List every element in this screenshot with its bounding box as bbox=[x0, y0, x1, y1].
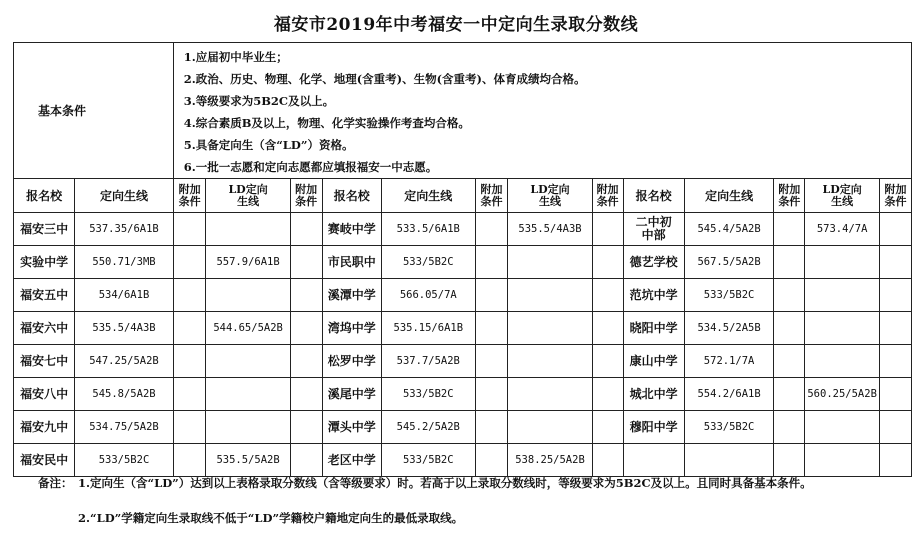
basic-condition-item: 6.一批一志愿和定向志愿都应填报福安一中志愿。 bbox=[183, 160, 438, 174]
extra-condition bbox=[592, 378, 623, 411]
table-row bbox=[14, 279, 912, 312]
extra-condition bbox=[290, 312, 322, 345]
ld-directed-score bbox=[508, 411, 592, 444]
school-name: 范坑中学 bbox=[623, 279, 684, 312]
extra-condition bbox=[290, 345, 322, 378]
extra-condition bbox=[173, 213, 206, 246]
ld-directed-score bbox=[805, 279, 880, 312]
header-extra bbox=[475, 179, 508, 213]
header-extra bbox=[592, 179, 623, 213]
ld-directed-score: 573.4/7A bbox=[805, 213, 880, 246]
directed-score: 535.15/6A1B bbox=[381, 312, 475, 345]
header-ld-score-text: 生线 bbox=[831, 194, 854, 208]
ld-directed-score: 557.9/6A1B bbox=[206, 246, 290, 279]
basic-condition-item: 4.综合素质B及以上，物理、化学实验操作考查均合格。 bbox=[183, 116, 470, 130]
extra-condition bbox=[774, 411, 805, 444]
extra-condition bbox=[475, 246, 508, 279]
directed-score: 566.05/7A bbox=[381, 279, 475, 312]
extra-condition bbox=[290, 279, 322, 312]
ld-directed-score bbox=[508, 345, 592, 378]
extra-condition bbox=[880, 378, 912, 411]
ld-directed-score: 538.25/5A2B bbox=[508, 444, 592, 477]
header-extra-text: 附加 bbox=[596, 182, 619, 196]
directed-score: 533/5B2C bbox=[75, 444, 173, 477]
school-name: 赛岐中学 bbox=[322, 213, 381, 246]
directed-score: 533.5/6A1B bbox=[381, 213, 475, 246]
extra-condition bbox=[475, 411, 508, 444]
extra-condition bbox=[774, 246, 805, 279]
header-score bbox=[684, 179, 774, 213]
school-name: 晓阳中学 bbox=[623, 312, 684, 345]
school-name bbox=[623, 444, 684, 477]
directed-score bbox=[684, 444, 774, 477]
extra-condition bbox=[774, 444, 805, 477]
ld-directed-score bbox=[206, 345, 290, 378]
extra-condition bbox=[774, 378, 805, 411]
school-name: 福安六中 bbox=[14, 312, 75, 345]
extra-condition bbox=[290, 378, 322, 411]
school-name: 潭头中学 bbox=[322, 411, 381, 444]
header-ld-score bbox=[805, 179, 880, 213]
extra-condition bbox=[475, 312, 508, 345]
school-name: 老区中学 bbox=[322, 444, 381, 477]
header-extra bbox=[880, 179, 912, 213]
header-school bbox=[623, 179, 684, 213]
header-ld-score-text: 生线 bbox=[237, 194, 260, 208]
directed-score: 535.5/4A3B bbox=[75, 312, 173, 345]
school-name: 二中初中部 bbox=[623, 213, 684, 246]
ld-directed-score bbox=[206, 213, 290, 246]
school-name: 福安九中 bbox=[14, 411, 75, 444]
extra-condition bbox=[880, 246, 912, 279]
header-extra-text: 附加 bbox=[778, 182, 801, 196]
directed-score: 537.35/6A1B bbox=[75, 213, 173, 246]
directed-score: 545.8/5A2B bbox=[75, 378, 173, 411]
extra-condition bbox=[774, 279, 805, 312]
header-ld-score-text: LD定向 bbox=[228, 182, 268, 196]
directed-score: 547.25/5A2B bbox=[75, 345, 173, 378]
header-school-text: 报名校 bbox=[635, 188, 672, 203]
extra-condition bbox=[880, 444, 912, 477]
ld-directed-score: 535.5/4A3B bbox=[508, 213, 592, 246]
extra-condition bbox=[592, 246, 623, 279]
ld-directed-score bbox=[508, 246, 592, 279]
basic-condition-item: 1.应届初中毕业生； bbox=[183, 50, 288, 64]
school-name: 城北中学 bbox=[623, 378, 684, 411]
school-name: 康山中学 bbox=[623, 345, 684, 378]
extra-condition bbox=[880, 279, 912, 312]
ld-directed-score bbox=[206, 378, 290, 411]
table-row bbox=[14, 444, 912, 477]
header-extra-text: 附加 bbox=[884, 182, 907, 196]
table-row bbox=[14, 378, 912, 411]
extra-condition bbox=[880, 312, 912, 345]
extra-condition bbox=[475, 444, 508, 477]
ld-directed-score: 535.5/5A2B bbox=[206, 444, 290, 477]
ld-directed-score bbox=[805, 312, 880, 345]
notes-label: 备注： bbox=[38, 476, 73, 490]
header-extra bbox=[290, 179, 322, 213]
directed-score: 550.71/3MB bbox=[75, 246, 173, 279]
directed-score: 533/5B2C bbox=[381, 378, 475, 411]
extra-condition bbox=[592, 312, 623, 345]
basic-conditions-label: 基本条件 bbox=[14, 43, 174, 179]
header-ld-score bbox=[206, 179, 290, 213]
directed-score: 567.5/5A2B bbox=[684, 246, 774, 279]
basic-condition-item: 3.等级要求为5B2C及以上。 bbox=[183, 94, 335, 108]
header-ld-score-text: LD定向 bbox=[822, 182, 862, 196]
table-row bbox=[14, 213, 912, 246]
extra-condition bbox=[290, 246, 322, 279]
ld-directed-score bbox=[206, 279, 290, 312]
extra-condition bbox=[173, 312, 206, 345]
header-extra-text: 附加 bbox=[295, 182, 318, 196]
school-name: 松罗中学 bbox=[322, 345, 381, 378]
header-extra-text: 条件 bbox=[778, 194, 801, 208]
school-name: 福安八中 bbox=[14, 378, 75, 411]
header-extra-text: 附加 bbox=[480, 182, 503, 196]
directed-score: 537.7/5A2B bbox=[381, 345, 475, 378]
extra-condition bbox=[475, 279, 508, 312]
school-name: 溪尾中学 bbox=[322, 378, 381, 411]
header-score bbox=[75, 179, 173, 213]
extra-condition bbox=[592, 345, 623, 378]
extra-condition bbox=[173, 345, 206, 378]
ld-directed-score bbox=[508, 312, 592, 345]
directed-score: 533/5B2C bbox=[684, 279, 774, 312]
extra-condition bbox=[880, 345, 912, 378]
directed-score: 545.2/5A2B bbox=[381, 411, 475, 444]
ld-directed-score bbox=[805, 246, 880, 279]
table-row bbox=[14, 246, 912, 279]
ld-directed-score bbox=[508, 378, 592, 411]
header-extra-text: 条件 bbox=[596, 194, 619, 208]
extra-condition bbox=[475, 345, 508, 378]
extra-condition bbox=[774, 213, 805, 246]
header-score-text: 定向生线 bbox=[705, 188, 754, 203]
directed-score: 533/5B2C bbox=[381, 444, 475, 477]
header-school-text: 报名校 bbox=[333, 188, 370, 203]
school-name: 溪潭中学 bbox=[322, 279, 381, 312]
header-extra-text: 条件 bbox=[178, 194, 201, 208]
ld-directed-score bbox=[805, 444, 880, 477]
school-name: 湾坞中学 bbox=[322, 312, 381, 345]
table-row bbox=[14, 345, 912, 378]
header-extra-text: 条件 bbox=[295, 194, 318, 208]
header-school bbox=[14, 179, 75, 213]
directed-score: 534.5/2A5B bbox=[684, 312, 774, 345]
page-title: 福安市2019年中考福安一中定向生录取分数线 bbox=[273, 15, 639, 35]
school-name: 福安三中 bbox=[14, 213, 75, 246]
header-ld-score bbox=[508, 179, 592, 213]
directed-score: 534.75/5A2B bbox=[75, 411, 173, 444]
header-extra-text: 附加 bbox=[178, 182, 201, 196]
score-table bbox=[13, 42, 912, 477]
extra-condition bbox=[475, 213, 508, 246]
extra-condition bbox=[592, 279, 623, 312]
ld-directed-score bbox=[508, 279, 592, 312]
extra-condition bbox=[774, 312, 805, 345]
ld-directed-score: 544.65/5A2B bbox=[206, 312, 290, 345]
basic-condition-item: 5.具备定向生（含“LD”）资格。 bbox=[183, 138, 354, 152]
school-name: 市民职中 bbox=[322, 246, 381, 279]
table-row bbox=[14, 411, 912, 444]
header-ld-score-text: 生线 bbox=[539, 194, 561, 208]
school-name: 穆阳中学 bbox=[623, 411, 684, 444]
directed-score: 533/5B2C bbox=[684, 411, 774, 444]
extra-condition bbox=[173, 411, 206, 444]
ld-directed-score: 560.25/5A2B bbox=[805, 378, 880, 411]
directed-score: 533/5B2C bbox=[381, 246, 475, 279]
directed-score: 572.1/7A bbox=[684, 345, 774, 378]
school-name: 德艺学校 bbox=[623, 246, 684, 279]
extra-condition bbox=[880, 213, 912, 246]
header-school bbox=[322, 179, 381, 213]
extra-condition bbox=[290, 213, 322, 246]
basic-condition-item: 2.政治、历史、物理、化学、地理(含重考)、生物(含重考)、体育成绩均合格。 bbox=[183, 72, 586, 86]
school-name: 福安五中 bbox=[14, 279, 75, 312]
extra-condition bbox=[290, 411, 322, 444]
extra-condition bbox=[880, 411, 912, 444]
header-score-text: 定向生线 bbox=[404, 188, 453, 203]
header-extra-text: 条件 bbox=[480, 194, 503, 208]
header-school-text: 报名校 bbox=[26, 188, 63, 203]
ld-directed-score bbox=[805, 411, 880, 444]
ld-directed-score bbox=[805, 345, 880, 378]
header-score bbox=[381, 179, 475, 213]
extra-condition bbox=[173, 246, 206, 279]
header-extra bbox=[173, 179, 206, 213]
extra-condition bbox=[592, 444, 623, 477]
extra-condition bbox=[592, 213, 623, 246]
basic-conditions-list bbox=[173, 43, 911, 179]
ld-directed-score bbox=[206, 411, 290, 444]
note-line-2: 2.“LD”学籍定向生录取线不低于“LD”学籍校户籍地定向生的最低录取线。 bbox=[78, 511, 464, 525]
extra-condition bbox=[774, 345, 805, 378]
header-extra-text: 条件 bbox=[884, 194, 907, 208]
table-row bbox=[14, 312, 912, 345]
extra-condition bbox=[173, 444, 206, 477]
school-name: 实验中学 bbox=[14, 246, 75, 279]
header-ld-score-text: LD定向 bbox=[530, 182, 570, 196]
school-name: 福安七中 bbox=[14, 345, 75, 378]
header-score-text: 定向生线 bbox=[99, 188, 148, 203]
note-line-1: 1.定向生（含“LD”）达到以上表格录取分数线（含等级要求）时。若高于以上录取分数线时，等级要求为5B2C及以上。且同时具备基本条件。 bbox=[78, 476, 812, 490]
extra-condition bbox=[592, 411, 623, 444]
extra-condition bbox=[173, 279, 206, 312]
directed-score: 545.4/5A2B bbox=[684, 213, 774, 246]
directed-score: 534/6A1B bbox=[75, 279, 173, 312]
directed-score: 554.2/6A1B bbox=[684, 378, 774, 411]
header-extra bbox=[774, 179, 805, 213]
extra-condition bbox=[173, 378, 206, 411]
extra-condition bbox=[290, 444, 322, 477]
extra-condition bbox=[475, 378, 508, 411]
school-name: 福安民中 bbox=[14, 444, 75, 477]
